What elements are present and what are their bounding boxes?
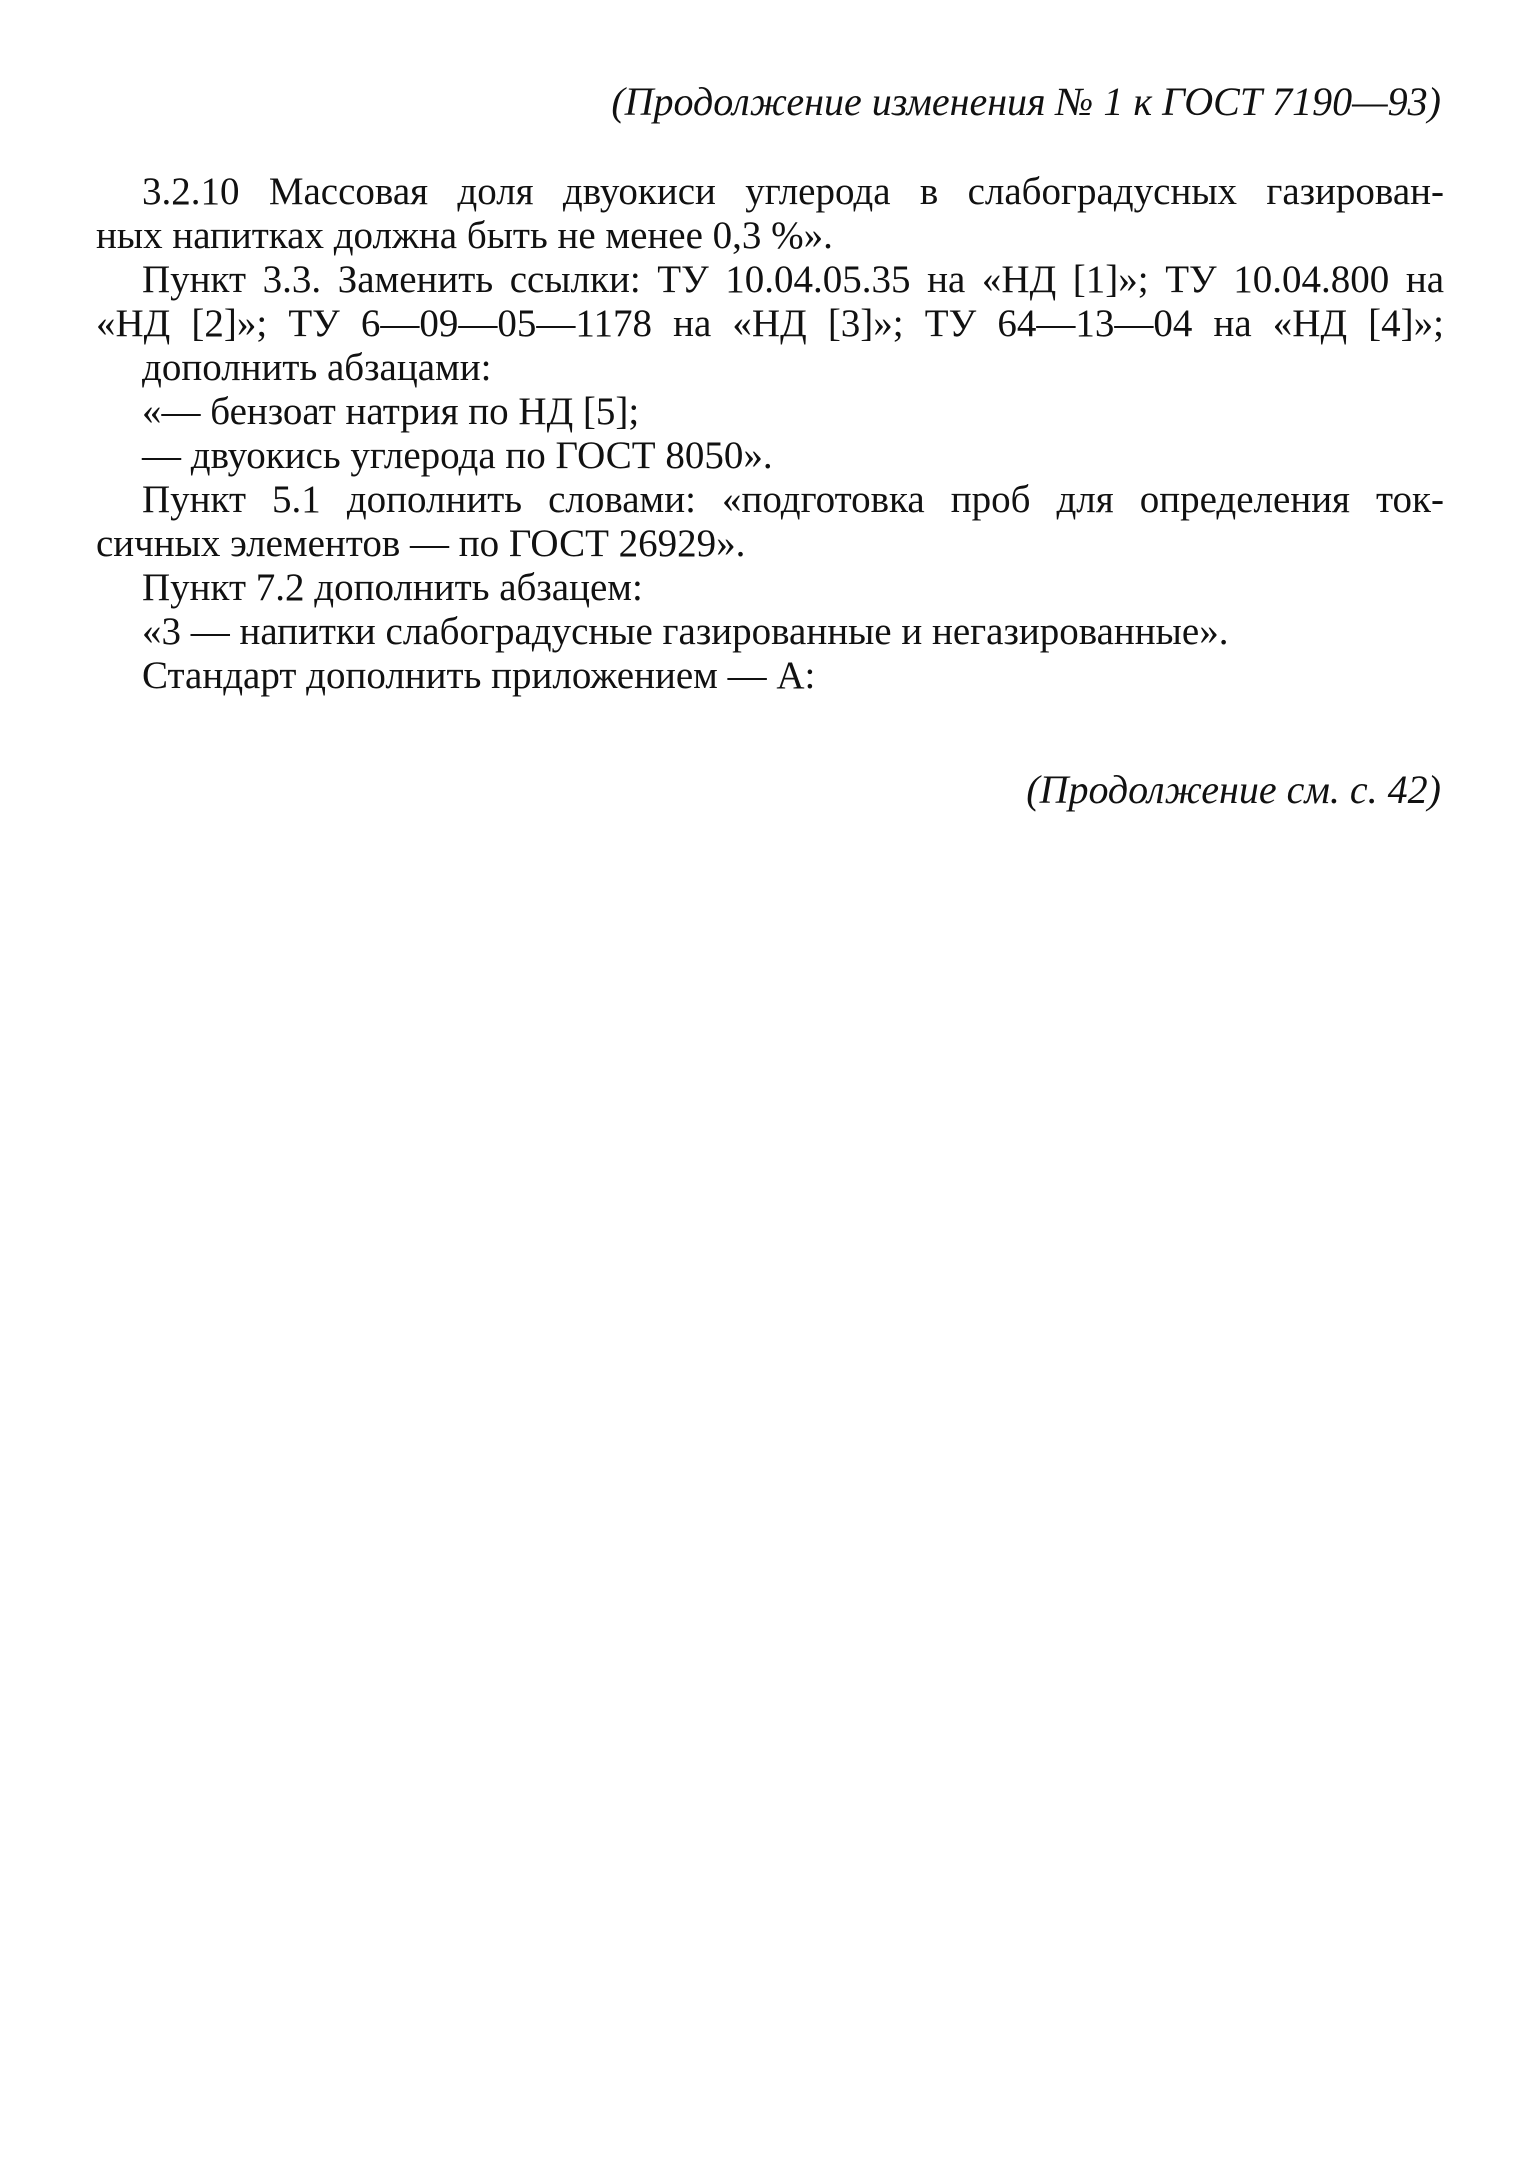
text-line: Пункт 7.2 дополнить абзацем: [142, 566, 643, 609]
text-line: ных напитках должна быть не менее 0,3 %». [96, 214, 833, 257]
text-line: дополнить абзацами: [142, 346, 492, 389]
text-line: 3.2.10 Массовая доля двуокиси углерода в слабоградусных газирован- [142, 170, 1444, 213]
continuation-footer: (Продолжение см. с. 42) [1026, 767, 1441, 812]
text-line: «3 — напитки слабоградусные газированные и негазированные». [142, 610, 1229, 653]
text-line: Стандарт дополнить приложением — А: [142, 654, 816, 697]
text-line: «— бензоат натрия по НД [5]; [142, 390, 640, 433]
text-line: Пункт 3.3. Заменить ссылки: ТУ 10.04.05.35 на «НД [1]»; ТУ 10.04.800 на [142, 258, 1444, 301]
text-line: Пункт 5.1 дополнить словами: «подготовка проб для определения ток- [142, 478, 1444, 521]
amendment-text [96, 170, 1444, 698]
text-line: «НД [2]»; ТУ 6—09—05—1178 на «НД [3]»; ТУ 64—13—04 на «НД [4]»; [96, 302, 1444, 345]
text-line: сичных элементов — по ГОСТ 26929». [96, 522, 746, 565]
continuation-header: (Продолжение изменения № 1 к ГОСТ 7190—93) [611, 79, 1441, 124]
text-line: — двуокись углерода по ГОСТ 8050». [142, 434, 773, 477]
